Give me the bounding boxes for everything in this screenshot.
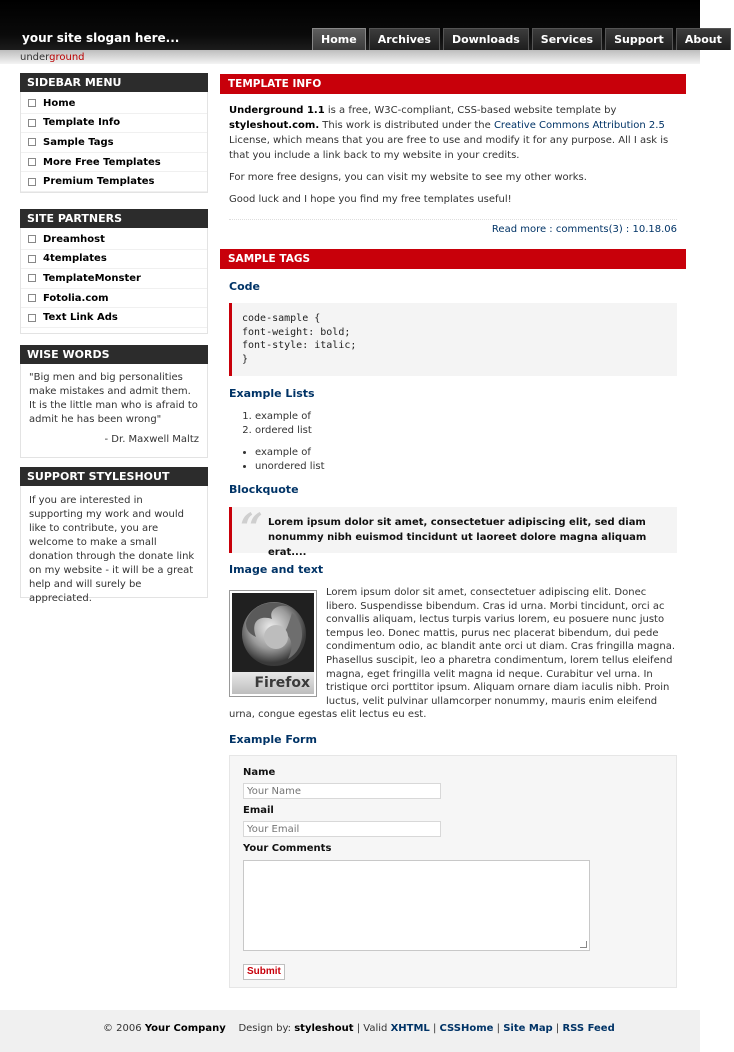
sidebar-menu-list (21, 92, 207, 192)
text-span: This work is distributed under the (319, 120, 494, 131)
designer-link[interactable]: styleshout (294, 1023, 354, 1034)
nav-tab-archives[interactable]: Archives (369, 28, 440, 50)
nav-tab-about[interactable]: About (676, 28, 731, 50)
blockquote (229, 505, 677, 558)
template-info-body (229, 103, 679, 214)
sidebar-item-template-info[interactable] (21, 114, 207, 134)
bullet-icon (28, 235, 36, 243)
partner-label: TemplateMonster (43, 272, 141, 284)
header-shade (0, 50, 700, 64)
creative-commons-link[interactable]: Creative Commons Attribution 2.5 (493, 120, 665, 131)
separator: | (429, 1023, 440, 1034)
bullet-icon (28, 274, 36, 282)
template-info-title: TEMPLATE INFO (220, 74, 686, 94)
support-box (20, 467, 208, 604)
name-input[interactable] (243, 783, 441, 799)
valid-label: | Valid (353, 1023, 391, 1034)
bullet-icon (28, 314, 36, 322)
partner-label: Dreamhost (43, 233, 105, 245)
submit-button[interactable]: Submit (243, 964, 285, 980)
styleshout-link[interactable]: styleshout.com. (229, 120, 320, 131)
site-partners-list (21, 228, 207, 328)
bullet-icon (28, 294, 36, 302)
sidebar-item-more-free-templates[interactable] (21, 153, 207, 173)
sidebar-item-sample-tags[interactable] (21, 133, 207, 153)
nav-tab-home[interactable]: Home (312, 28, 366, 50)
read-more-link[interactable]: Read more : comments(3) : 10.18.06 (229, 219, 677, 238)
site-slogan: your site slogan here... (22, 31, 180, 45)
footer-rss-link[interactable]: RSS Feed (562, 1023, 615, 1034)
nav-tab-services[interactable]: Services (532, 28, 602, 50)
separator: | (493, 1023, 504, 1034)
sidebar-item-premium-templates[interactable] (21, 172, 207, 192)
firefox-logo-icon (232, 593, 314, 672)
code-sample: code-sample { font-weight: bold; font-style: italic; } (229, 303, 677, 376)
support-title: SUPPORT STYLESHOUT (20, 467, 208, 486)
css-link[interactable]: CSS (439, 1023, 462, 1034)
logo-part-2: ground (49, 52, 85, 63)
image-text: Lorem ipsum dolor sit amet, consectetuer adipiscing elit. Donec libero. Suspendisse bibendum. Cras id urna. Morbi tincidunt, orci ac convallis aliquam, lectus turpis varius lorem, eu posuere nunc justo tempus leo. Donec mattis, purus nec placerat bibendum, dui pede condimentum odio, ac blandit ante orci ut diam. Cras fringilla magna. Phasellus suscipit, leo a pharetra condimentum, lorem tellus eleifend magna, eget fringilla velit magna id neque. Curabitur vel urna. In tristique orci porttitor ipsum. Aliquam ornare diam iaculis nibh. Proin luctus, velit pulvinar ullamcorper nonummy, mauris enim eleifend urna, congue egestas elit lectus eu est. (229, 587, 676, 721)
partner-label: 4templates (43, 253, 107, 265)
site-logo[interactable] (20, 52, 85, 63)
comments-textarea[interactable] (243, 860, 590, 951)
partner-link-dreamhost[interactable] (21, 230, 207, 250)
name-label: Name (243, 767, 276, 778)
wise-words-box (20, 345, 208, 458)
list-item: • unordered list (255, 460, 325, 474)
sidebar-item-label: Home (43, 97, 76, 109)
form-heading: Example Form (229, 733, 317, 746)
partner-label: Fotolia.com (43, 292, 109, 304)
unordered-list (229, 446, 325, 474)
email-input[interactable] (243, 821, 441, 837)
bullet-icon (28, 119, 36, 127)
sidebar-menu-box (20, 73, 208, 193)
site-partners-title: SITE PARTNERS (20, 209, 208, 228)
design-by-label: Design by: (238, 1023, 295, 1034)
code-heading: Code (229, 280, 260, 293)
template-info-paragraph-1 (229, 103, 679, 163)
footer-links (461, 1010, 615, 1048)
nav-tab-support[interactable]: Support (605, 28, 673, 50)
wise-words-content (21, 364, 207, 453)
list-item: 1. example of (255, 410, 312, 424)
bullet-icon (28, 158, 36, 166)
wise-words-quote: "Big men and big personalities make mistakes and admit them. It is the little man who is afraid to admit he has been wrong" (29, 372, 198, 425)
firefox-image (229, 590, 317, 697)
wise-words-author: - Dr. Maxwell Maltz (104, 434, 199, 445)
resize-grip-icon[interactable] (580, 941, 587, 948)
copyright-text: © 2006 (103, 1023, 145, 1034)
main-nav (312, 28, 734, 50)
email-label: Email (243, 805, 274, 816)
bullet-icon (28, 138, 36, 146)
separator: | (552, 1023, 563, 1034)
text-span: is a free, W3C-compliant, CSS-based website template by (324, 105, 617, 116)
lists-heading: Example Lists (229, 387, 315, 400)
support-text: If you are interested in supporting my work and would like to contribute, you are welcome to make a small donation through the donate link on my website - it will be a great help and will surely be appreciated. (29, 495, 195, 604)
comments-label: Your Comments (243, 843, 332, 854)
sidebar-menu-title: SIDEBAR MENU (20, 73, 208, 92)
xhtml-link[interactable]: XHTML (390, 1023, 430, 1034)
wise-words-title: WISE WORDS (20, 345, 208, 364)
template-name: Underground 1.1 (229, 105, 325, 116)
partner-label: Text Link Ads (43, 312, 118, 324)
partner-link-fotolia[interactable] (21, 289, 207, 309)
sidebar-item-label: Template Info (43, 117, 121, 129)
sidebar-item-label: Sample Tags (43, 136, 114, 148)
footer (0, 1010, 700, 1052)
nav-tab-downloads[interactable]: Downloads (443, 28, 529, 50)
bullet-icon (28, 178, 36, 186)
blockquote-heading: Blockquote (229, 483, 299, 496)
template-info-paragraph-2: For more free designs, you can visit my website to see my other works. (229, 172, 587, 183)
partner-link-4templates[interactable] (21, 250, 207, 270)
footer-sitemap-link[interactable]: Site Map (503, 1023, 553, 1034)
sidebar-item-label: More Free Templates (43, 156, 161, 168)
list-item: 2. ordered list (255, 424, 312, 438)
footer-home-link[interactable]: Home (461, 1023, 494, 1034)
footer-credits (103, 1010, 461, 1048)
site-partners-box (20, 209, 208, 334)
text-span: License, which means that you are free to use and modify it for any purpose. All I ask is that you include a link back to my website in your credits. (229, 135, 669, 161)
quote-mark-icon: “ (240, 505, 264, 552)
ordered-list (229, 410, 312, 438)
logo-part-1: under (20, 52, 50, 63)
sample-tags-title: SAMPLE TAGS (220, 249, 686, 269)
blockquote-text: Lorem ipsum dolor sit amet, consectetuer adipiscing elit, sed diam nonummy nibh euismod tincidunt ut laoreet dolore magna aliquam erat.... (268, 517, 647, 558)
bullet-icon (28, 99, 36, 107)
sidebar-item-home[interactable] (21, 94, 207, 114)
partner-link-templatemonster[interactable] (21, 269, 207, 289)
partner-link-text-link-ads[interactable] (21, 308, 207, 328)
example-form (229, 755, 677, 988)
bullet-icon (28, 255, 36, 263)
template-info-paragraph-3: Good luck and I hope you find my free templates useful! (229, 194, 512, 205)
firefox-caption: Firefox (232, 672, 314, 694)
company-name: Your Company (144, 1023, 226, 1034)
image-text-heading: Image and text (229, 563, 324, 576)
header (0, 0, 722, 50)
sidebar-item-label: Premium Templates (43, 176, 155, 188)
list-item: • example of (255, 446, 325, 460)
